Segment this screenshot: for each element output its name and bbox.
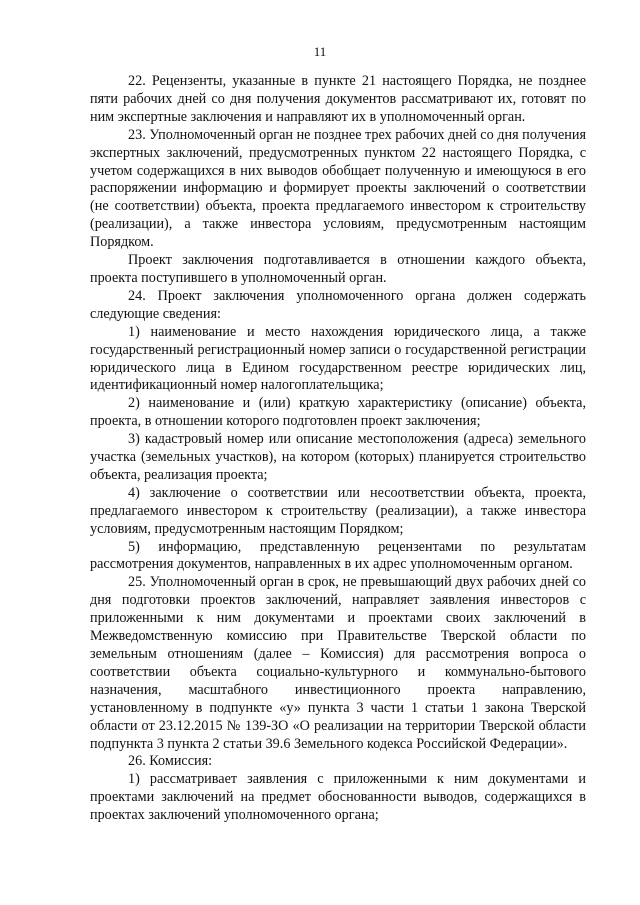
list-item-24-2: 2) наименование и (или) краткую характеристику (описание) объекта, проекта, в отношении которого подготовлен проект заключения; xyxy=(90,395,586,430)
list-item-24-5: 5) информацию, представленную рецензентами по результатам рассмотрения документов, направленных в их адрес уполномоченным органом. xyxy=(90,538,586,573)
list-item-24-4: 4) заключение о соответствии или несоответствии объекта, проекта, предлагаемого инвестором к строительству (реализации), а также инвестора условиям, предусмотренным настоящим Порядком; xyxy=(90,484,586,537)
page-number: 11 xyxy=(313,44,327,59)
paragraph-22: 22. Рецензенты, указанные в пункте 21 настоящего Порядка, не позднее пяти рабочих дней со дня получения документов рассматривают их, готовят по ним экспертные заключения и направляют их в уполномоченный орган. xyxy=(90,73,586,125)
list-item-24-1: 1) наименование и место нахождения юридического лица, а также государственный регистрационный номер записи о государственной регистрации юридического лица в Едином государственном реестре юридических лиц, идентификационный номер налогоплательщика; xyxy=(90,323,586,394)
paragraph-24: 24. Проект заключения уполномоченного органа должен содержать следующие сведения: xyxy=(90,287,586,322)
paragraph-23: 23. Уполномоченный орган не позднее трех рабочих дней со дня получения экспертных заключений, предусмотренных пунктом 22 настоящего Порядка, с учетом содержащихся в них выводов обобщает полученную и имеющуюся в его распоряжении информацию и формирует проекты заключений о соответствии (не соответствии) объекта, проекта предлагаемого инвестором к строительству (реализации), а также инвестора условиям, предусмотренным настоящим Порядком. xyxy=(90,126,586,251)
paragraph-25: 25. Уполномоченный орган в срок, не превышающий двух рабочих дней со дня подготовки проектов заключений, направляет заявления инвесторов с приложенными к ним документами и проектами своих заключений в Межведомственную комиссию при Правительстве Тверской области по земельным отношениям (далее – Комиссия) для рассмотрения вопроса о соответствии объекта социально-культурного и коммунально-бытового назначения, масштабного инвестиционного проекта направлению, установленному в подпункте «у» пункта 3 части 1 статьи 1 закона Тверской области от 23.12.2015 № 139-ЗО «О реализации на территории Тверской области подпункта 3 пункта 2 статьи 39.6 Земельного кодекса Российской Федерации». xyxy=(90,574,586,752)
list-item-24-3: 3) кадастровый номер или описание местоположения (адреса) земельного участка (земельных участков), на котором (которых) планируется строительство объекта, реализация проекта; xyxy=(90,431,586,483)
paragraph-23-note: Проект заключения подготавливается в отношении каждого объекта, проекта поступившего в уполномоченный орган. xyxy=(90,252,586,286)
document-body xyxy=(90,73,586,825)
paragraph-26: 26. Комиссия: xyxy=(128,753,213,770)
list-item-26-1: 1) рассматривает заявления с приложенными к ним документами и проектами заключений на предмет обоснованности выводов, содержащихся в проектах заключений уполномоченного органа; xyxy=(90,771,586,824)
